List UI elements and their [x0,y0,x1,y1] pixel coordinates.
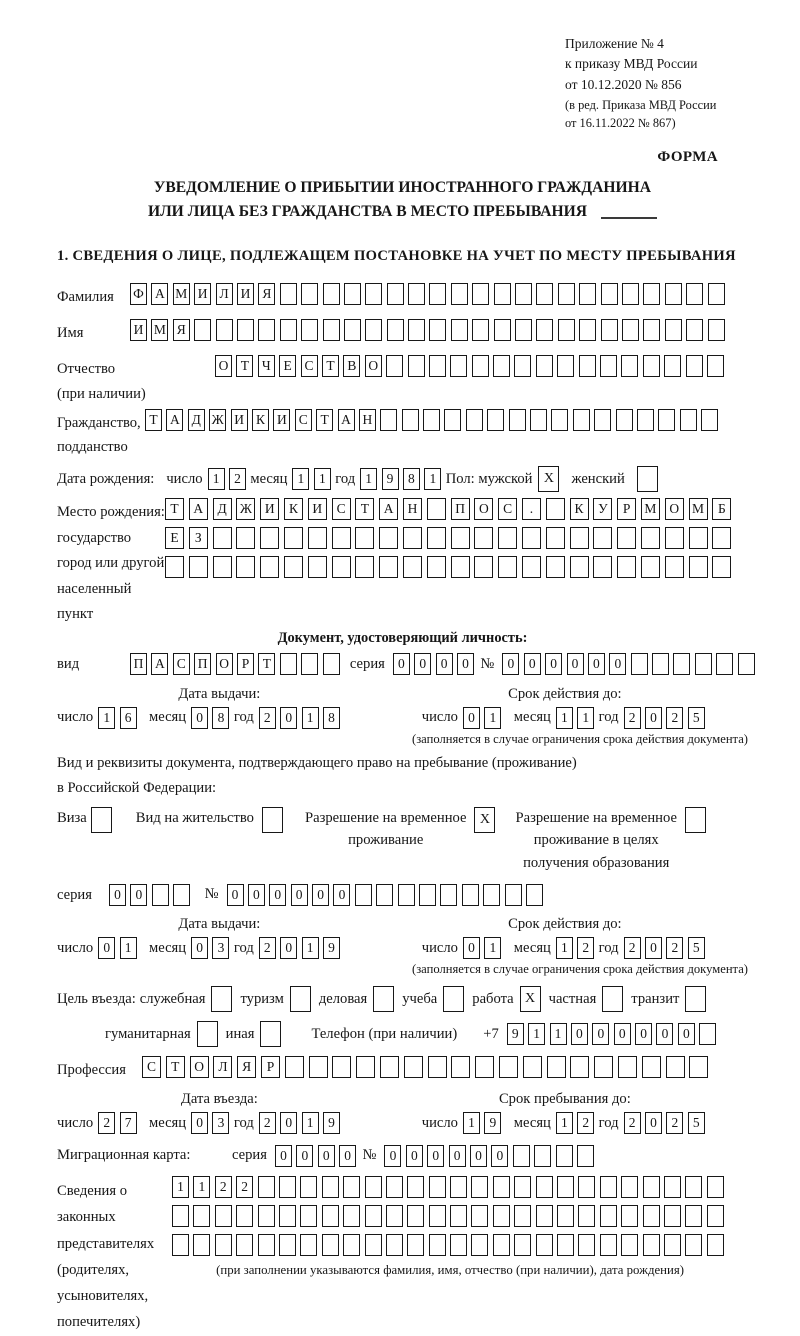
migration-card-number-label: № [362,1147,377,1164]
rvp-option [305,807,495,852]
surname-input[interactable]: Ф А М И Л И Я [130,283,729,305]
rvp-checkbox[interactable]: X [474,807,495,833]
day-label: число [421,709,458,726]
month-label: месяц [513,1114,551,1131]
doc-number-input[interactable]: 0 0 0 0 0 0 [502,653,759,675]
day-label: число [57,1114,94,1131]
day-label: число [421,1114,458,1131]
doc-kind-input[interactable]: П А С П О Р Т [130,653,344,675]
year-label: год [598,1114,619,1131]
purpose-business-checkbox[interactable] [373,986,394,1012]
patronymic-input[interactable]: О Т Ч Е С Т В О [215,355,728,377]
birth-year-input[interactable]: 1 9 8 1 [360,468,446,490]
stay-number-input[interactable]: 0 0 0 0 0 0 [227,884,548,906]
purpose-work-checkbox[interactable]: X [520,986,541,1012]
birth-place-row1-input[interactable]: Т А Д Ж И К И С Т А Н П О С . К У Р М О М Б [165,498,736,520]
birth-place-label: Место рождения: государство город или другой населенный пункт [57,504,165,623]
birth-place-row2-input[interactable]: Е З [165,527,736,549]
sex-female-label: женский [571,470,625,487]
purpose-official-label: служебная [139,990,206,1007]
form-title-line1: УВЕДОМЛЕНИЕ О ПРИБЫТИИ ИНОСТРАННОГО ГРАЖДАНИНА [153,178,652,196]
doc-valid-year-input[interactable]: 2 0 2 5 [624,707,710,729]
month-label: месяц [513,939,551,956]
month-label: месяц [149,1114,187,1131]
purpose-humanitarian-label: гуманитарная [105,1025,191,1042]
profession-label: Профессия [57,1062,126,1079]
phone-prefix: +7 [483,1025,499,1042]
migration-card-number-input[interactable]: 0 0 0 0 0 0 [384,1145,598,1167]
sex-male-checkbox[interactable]: X [538,466,559,492]
doc-valid-day-input[interactable]: 0 1 [463,707,506,729]
visa-checkbox[interactable] [91,807,112,833]
day-label: число [57,709,94,726]
title-blank-underline [601,217,657,219]
rvp-education-checkbox[interactable] [685,807,706,833]
rvp-label: Разрешение на временное проживание [304,809,467,849]
stay-issue-year-input[interactable]: 2 0 1 9 [259,937,345,959]
purpose-work-label: работа [472,990,514,1007]
representatives-row1-input[interactable]: 1 1 2 2 [172,1176,728,1198]
representatives-row2-input[interactable] [172,1205,728,1227]
migration-card-series-input[interactable]: 0 0 0 0 [275,1145,361,1167]
doc-kind-label: вид [57,655,80,672]
stay-issue-month-input[interactable]: 0 3 [191,937,234,959]
day-label: число [166,470,203,487]
stay-valid-month-input[interactable]: 1 2 [556,937,599,959]
law-reference-edit-line: от 16.11.2022 № 867) [565,115,676,130]
doc-series-input[interactable]: 0 0 0 0 [393,653,479,675]
entry-day-input[interactable]: 2 7 [98,1112,141,1134]
stay-until-day-input[interactable]: 1 9 [463,1112,506,1134]
residence-permit-checkbox[interactable] [262,807,283,833]
year-label: год [233,939,254,956]
law-reference-edit-line: (в ред. Приказа МВД России [565,97,717,112]
stay-doc-intro1: Вид и реквизиты документа, подтверждающего право на пребывание (проживание) [57,754,577,771]
month-label: месяц [149,939,187,956]
doc-validity-footnote: (заполняется в случае ограничения срока действия документа) [412,731,748,746]
stay-validity-footnote: (заполняется в случае ограничения срока действия документа) [412,962,748,977]
firstname-label: Имя [57,325,84,342]
stay-valid-heading: Срок действия до: [508,916,622,933]
year-label: год [233,709,254,726]
month-label: месяц [149,709,187,726]
stay-until-month-input[interactable]: 1 2 [556,1112,599,1134]
patronymic-label: Отчество (при наличии) [57,355,215,407]
doc-issue-year-input[interactable]: 2 0 1 8 [259,707,345,729]
birth-date-label: Дата рождения: [57,470,155,487]
law-reference-line: Приложение № 4 [565,36,664,51]
citizenship-label: Гражданство, подданство [57,414,141,456]
identity-doc-heading: Документ, удостоверяющий личность: [277,629,528,646]
doc-valid-month-input[interactable]: 1 1 [556,707,599,729]
entry-purpose-label: Цель въезда: [57,990,136,1007]
law-reference-line: к приказу МВД России [565,56,698,72]
visa-label: Виза [57,809,87,826]
rvp-education-label: Разрешение на временное проживание в целях получения образования [515,809,677,871]
doc-series-label: серия [349,655,385,672]
entry-month-input[interactable]: 0 3 [191,1112,234,1134]
year-label: год [598,939,619,956]
sex-female-checkbox[interactable] [637,466,658,492]
purpose-other-checkbox[interactable] [260,1021,281,1047]
migration-card-series-label: серия [232,1147,267,1164]
month-label: месяц [513,709,551,726]
purpose-transit-checkbox[interactable] [685,986,706,1012]
month-label: месяц [250,470,288,487]
surname-label: Фамилия [57,289,114,306]
stay-series-label: серия [57,886,92,903]
stay-series-input[interactable]: 0 0 [109,884,195,906]
purpose-official-checkbox[interactable] [211,986,232,1012]
birth-place-row3-input[interactable] [165,556,736,578]
doc-number-label: № [480,655,495,672]
form-title [57,176,748,224]
representatives-label: Сведения о законных представителях (родителях, усыновителях, попечителях) [57,1183,155,1331]
purpose-study-label: учеба [402,990,438,1007]
forma-label: ФОРМА [657,148,718,165]
law-reference-line: от 10.12.2020 № 856 [565,76,682,92]
visa-option [57,807,112,833]
birth-day-input[interactable]: 1 2 [208,468,251,490]
migration-card-label: Миграционная карта: [57,1147,191,1164]
purpose-humanitarian-checkbox[interactable] [197,1021,218,1047]
purpose-tourism-label: туризм [240,990,284,1007]
entry-year-input[interactable]: 2 0 1 9 [259,1112,345,1134]
section1-heading: 1. СВЕДЕНИЯ О ЛИЦЕ, ПОДЛЕЖАЩЕМ ПОСТАНОВКЕ НА УЧЕТ ПО МЕСТУ ПРЕБЫВАНИЯ [57,248,736,265]
stay-valid-day-input[interactable]: 0 1 [463,937,506,959]
doc-issue-month-input[interactable]: 0 8 [191,707,234,729]
day-label: число [421,939,458,956]
stay-until-heading: Срок пребывания до: [498,1091,631,1108]
stay-valid-year-input[interactable]: 2 0 2 5 [624,937,710,959]
day-label: число [57,939,94,956]
purpose-private-label: частная [548,990,597,1007]
purpose-other-label: иная [225,1025,255,1042]
phone-label: Телефон (при наличии) [311,1025,458,1042]
purpose-private-checkbox[interactable] [602,986,623,1012]
law-reference [565,34,775,133]
stay-doc-intro2: в Российской Федерации: [57,779,217,796]
doc-issue-heading: Дата выдачи: [178,685,261,702]
purpose-tourism-checkbox[interactable] [290,986,311,1012]
profession-input[interactable]: С Т О Л Я Р [142,1056,713,1078]
stay-issue-day-input[interactable]: 0 1 [98,937,141,959]
birth-month-input[interactable]: 1 1 [292,468,335,490]
sex-male-label: Пол: мужской [445,470,533,487]
entry-date-heading: Дата въезда: [180,1091,258,1108]
residence-permit-label: Вид на жительство [135,809,254,826]
form-title-line2: ИЛИ ЛИЦА БЕЗ ГРАЖДАНСТВА В МЕСТО ПРЕБЫВАНИЯ [57,200,748,224]
firstname-input[interactable]: И М Я [130,319,729,341]
purpose-business-label: деловая [318,990,368,1007]
doc-valid-heading: Срок действия до: [508,685,622,702]
stay-issue-heading: Дата выдачи: [178,916,261,933]
representatives-footnote: (при заполнении указываются фамилия, имя, отчество (при наличии), дата рождения) [216,1263,685,1278]
representatives-row3-input[interactable] [172,1234,728,1256]
doc-issue-day-input[interactable]: 1 6 [98,707,141,729]
purpose-transit-label: транзит [631,990,680,1007]
residence-permit-option [136,807,283,833]
citizenship-input[interactable]: Т А Д Ж И К И С Т А Н [145,409,723,431]
stay-until-year-input[interactable]: 2 0 2 5 [624,1112,710,1134]
stay-number-label: № [204,886,219,903]
year-label: год [233,1114,254,1131]
rvp-education-option [515,807,705,875]
year-label: год [598,709,619,726]
phone-input[interactable]: 9 1 1 0 0 0 0 0 0 [507,1023,721,1045]
patronymic-note: (при наличии) [57,385,146,402]
year-label: год [335,470,356,487]
purpose-study-checkbox[interactable] [443,986,464,1012]
